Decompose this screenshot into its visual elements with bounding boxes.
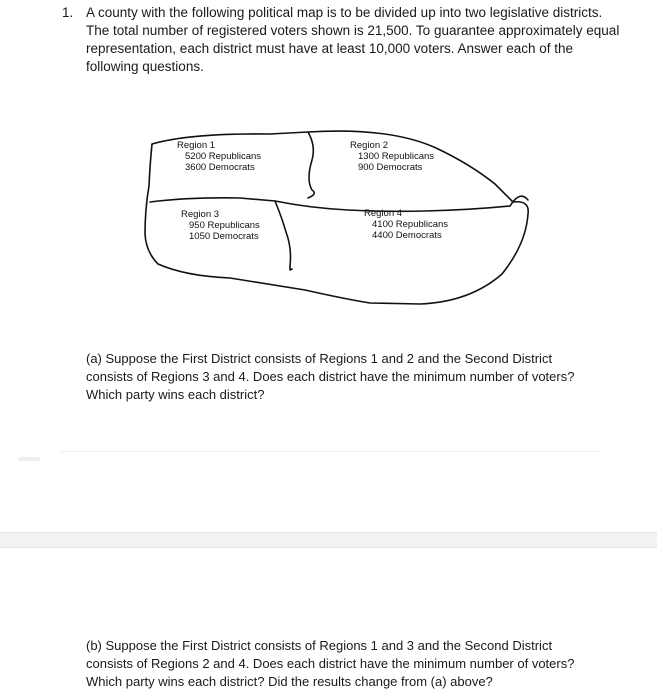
- region-name: Region 3: [181, 209, 220, 220]
- top-boundary: [308, 132, 314, 198]
- question-part-b: (b) Suppose the First District consists of Regions 1 and 3 and the Second District consists of Regions 2 and 4. Does each district have the minimum number of voters? Which party wins each district? Did the results change from (a) above?: [86, 638, 575, 689]
- question-number: 1.: [62, 5, 74, 20]
- region-republicans: 1300 Republicans: [358, 151, 435, 162]
- region-democrats: 900 Democrats: [358, 162, 423, 173]
- region-name: Region 2: [350, 140, 389, 151]
- region-democrats: 1050 Democrats: [189, 231, 259, 242]
- faint-scan-mark: [18, 457, 40, 461]
- question-intro: A county with the following political map is to be divided up into two legislative districts. The total number of registered voters shown is 21,500. To guarantee approximately equal representation, each district must have at least 10,000 voters. Answer each of the following questions.: [86, 5, 620, 74]
- region-republicans: 5200 Republicans: [185, 151, 262, 162]
- region-democrats: 4400 Democrats: [372, 230, 442, 241]
- region-1-label: [177, 140, 261, 173]
- county-political-map: [140, 124, 540, 310]
- region-2-label: [350, 140, 434, 173]
- region-republicans: 950 Republicans: [189, 220, 260, 231]
- region-3-label: [181, 209, 260, 242]
- region-4-label: [364, 208, 448, 241]
- region-name: Region 4: [364, 208, 403, 219]
- region-democrats: 3600 Democrats: [185, 162, 255, 173]
- faint-divider: [60, 451, 600, 452]
- region-republicans: 4100 Republicans: [372, 219, 449, 230]
- bottom-boundary: [275, 201, 292, 270]
- page-break: [0, 532, 657, 548]
- question-part-a: (a) Suppose the First District consists of Regions 1 and 2 and the Second District consists of Regions 3 and 4. Does each district have the minimum number of voters? Which party wins each district?: [86, 351, 575, 402]
- region-name: Region 1: [177, 140, 216, 151]
